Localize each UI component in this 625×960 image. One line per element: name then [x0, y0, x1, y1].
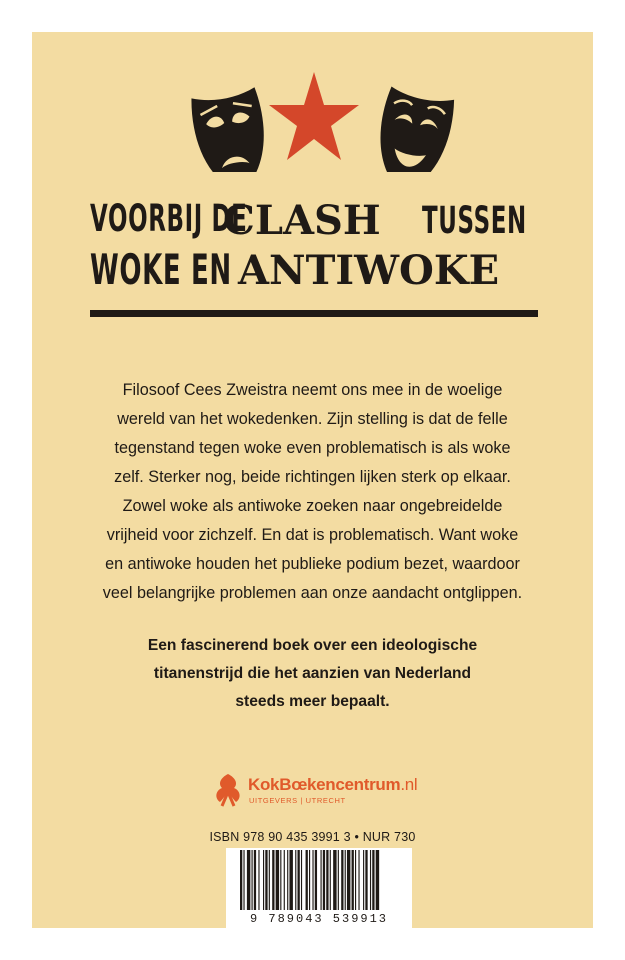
headline-tussen: TUSSEN	[422, 199, 527, 242]
headline-voorbij-de: VOORBIJ DE	[90, 197, 248, 240]
headline-antiwoke: ANTIWOKE	[238, 247, 500, 294]
barcode-bar	[365, 850, 367, 910]
barcode-bar	[252, 850, 253, 910]
tagline-line: titanenstrijd die het aanzien van Nederland	[153, 665, 472, 682]
barcode-bar	[315, 850, 317, 910]
barcode-bar	[347, 850, 350, 910]
publisher-subtitle: UITGEVERS | UTRECHT	[249, 796, 346, 805]
barcode-bar	[265, 850, 267, 910]
tagline	[70, 632, 555, 716]
publisher-name-suffix: .nl	[400, 775, 418, 794]
barcode-bar	[240, 850, 242, 910]
headline-line-1	[90, 197, 538, 245]
book-back-cover	[32, 32, 593, 928]
barcode-bar	[323, 850, 325, 910]
barcode-bar	[330, 850, 331, 910]
barcode-bar	[345, 850, 346, 910]
barcode-bar	[326, 850, 328, 910]
barcode-bars	[226, 850, 412, 914]
barcode-bar	[372, 850, 374, 910]
barcode-bar	[355, 850, 356, 910]
publisher-name	[248, 775, 417, 795]
barcode-bar	[263, 850, 264, 910]
blurb-line: zelf. Sterker nog, beide richtingen lijken sterk op elkaar.	[114, 468, 511, 486]
publisher-name-bold: KokBœkencentrum	[248, 775, 401, 794]
isbn-line: ISBN 978 90 435 3991 3 • NUR 730	[209, 830, 416, 844]
barcode-bar	[312, 850, 313, 910]
barcode-bar	[276, 850, 279, 910]
barcode	[226, 848, 412, 928]
comedy-mask-icon	[369, 86, 457, 172]
barcode-bar	[295, 850, 296, 910]
barcode-bar	[306, 850, 308, 910]
blurb	[70, 376, 555, 608]
barcode-bar	[370, 850, 371, 910]
barcode-bar	[247, 850, 250, 910]
star-icon	[269, 72, 359, 160]
headline-underline	[90, 310, 538, 317]
blurb-line: vrijheid voor zichzelf. En dat is problematisch. Want woke	[106, 526, 519, 544]
barcode-bar	[338, 850, 339, 910]
blurb-line: en antiwoke houden het publieke podium bezet, waardoor	[105, 555, 520, 573]
barcode-bar	[243, 850, 244, 910]
barcode-bar	[258, 850, 259, 910]
barcode-bar	[287, 850, 288, 910]
barcode-bar	[269, 850, 270, 910]
barcode-bar	[309, 850, 310, 910]
headline-line-2	[90, 245, 538, 297]
barcode-number: 9 789043 539913	[249, 912, 389, 926]
barcode-bar	[321, 850, 322, 910]
publisher-logo-icon	[212, 772, 244, 808]
barcode-bar	[280, 850, 281, 910]
blurb-line: wereld van het wokedenken. Zijn stelling is dat de felle	[117, 410, 508, 428]
barcode-bar	[284, 850, 285, 910]
publisher-logo	[212, 772, 452, 812]
tagline-line: steeds meer bepaalt.	[235, 693, 390, 710]
blurb-line: Zowel woke als antiwoke zoeken naar ongebreidelde	[122, 497, 503, 515]
barcode-bar	[376, 850, 379, 910]
headline-woke-en: WOKE EN	[90, 245, 232, 294]
barcode-bar	[333, 850, 336, 910]
barcode-bar	[341, 850, 343, 910]
barcode-bar	[352, 850, 354, 910]
barcode-bar	[254, 850, 256, 910]
barcode-bar	[298, 850, 300, 910]
blurb-line: tegenstand tegen woke even problematisch is als woke	[114, 439, 511, 457]
blurb-line: Filosoof Cees Zweistra neemt ons mee in de woelige	[122, 381, 503, 399]
headline-clash: CLASH	[223, 197, 381, 244]
headline	[90, 197, 538, 297]
barcode-bar	[363, 850, 364, 910]
barcode-bar	[301, 850, 302, 910]
tragedy-mask-icon	[189, 87, 274, 172]
barcode-bar	[289, 850, 292, 910]
tagline-line: Een fascinerend boek over een ideologische	[147, 637, 478, 654]
barcode-bar	[272, 850, 274, 910]
blurb-line: veel belangrijke problemen aan onze aandacht ontglippen.	[102, 584, 523, 602]
barcode-bar	[358, 850, 359, 910]
masks-and-star	[32, 32, 593, 172]
